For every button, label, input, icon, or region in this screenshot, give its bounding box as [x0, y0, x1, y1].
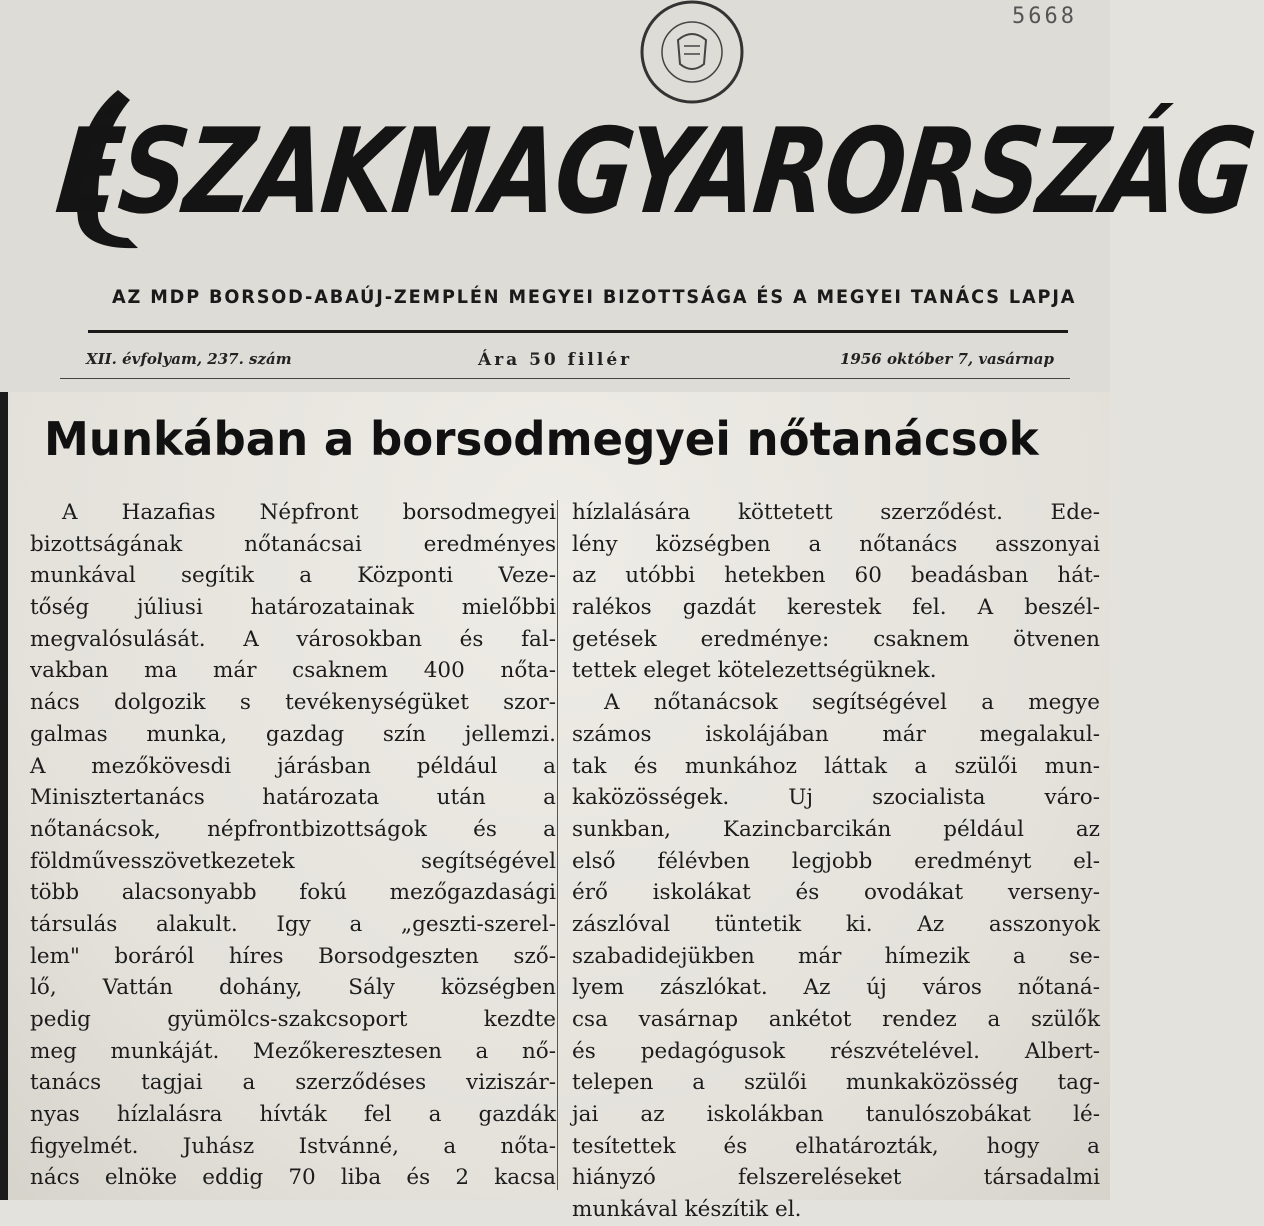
- article-line: tesítettek és elhatározták, hogy a: [572, 1133, 1100, 1159]
- article-line: A Hazafias Népfront borsodmegyei: [62, 500, 556, 525]
- masthead-bottom-rule: [60, 378, 1070, 379]
- article-line: megvalósulását. A városokban és fal-: [30, 626, 556, 652]
- article-line: lyem zászlókat. Az új város nőtaná-: [572, 975, 1100, 1001]
- article-line: meg munkáját. Mezőkeresztesen a nő-: [30, 1038, 556, 1064]
- article-line: nács elnöke eddig 70 liba és 2 kacsa: [30, 1165, 556, 1191]
- article-line: A mezőkövesdi járásban például a: [30, 753, 556, 779]
- article-line: és pedagógusok részvételével. Albert-: [572, 1038, 1100, 1064]
- article-line: lény községben a nőtanács asszonyai: [572, 531, 1100, 557]
- article-line: hiányzó felszereléseket társadalmi: [572, 1165, 1100, 1191]
- newspaper-subtitle: AZ MDP BORSOD-ABAÚJ-ZEMPLÉN MEGYEI BIZOTTSÁGA ÉS A MEGYEI TANÁCS LAPJA: [112, 286, 1077, 308]
- article-line: figyelmét. Juhász Istvánné, a nőta-: [30, 1133, 556, 1159]
- library-stamp-icon: [626, 0, 758, 118]
- article-line: tanács tagjai a szerződéses viziszár-: [30, 1070, 556, 1096]
- article-headline: Munkában a borsodmegyei nőtanácsok: [44, 412, 1039, 466]
- article-line: érő iskolákat és ovodákat verseny-: [572, 880, 1100, 906]
- article-line: nyas hízlalásra hívták fel a gazdák: [30, 1102, 556, 1128]
- issue-number: XII. évfolyam, 237. szám: [86, 350, 292, 368]
- article-line: ralékos gazdát kerestek fel. A beszél-: [572, 595, 1100, 621]
- article-line: tak és munkához láttak a szülői mun-: [572, 753, 1100, 779]
- article-line: földművesszövetkezetek segítségével: [30, 848, 556, 874]
- archive-serial-number: 5668: [1012, 4, 1077, 29]
- issue-price: Ára 50 fillér: [478, 350, 633, 370]
- article-line: nőtanácsok, népfrontbizottságok és a: [30, 816, 556, 842]
- article-line: kaközösségek. Uj szocialista váro-: [572, 785, 1100, 811]
- article-line: munkával készítik el.: [572, 1197, 802, 1223]
- article-line: lem" boráról híres Borsodgeszten sző-: [30, 943, 556, 969]
- article-line: jai az iskolákban tanulószobákat lé-: [572, 1102, 1100, 1128]
- article-line: munkával segítik a Központi Veze-: [30, 563, 556, 589]
- newspaper-title: ÉSZAKMAGYARORSZÁG: [50, 104, 1260, 241]
- article-line: tettek eleget kötelezettségüknek.: [572, 658, 937, 684]
- column-divider: [557, 500, 558, 1190]
- article-column-right: [572, 497, 1100, 1226]
- article-line: számos iskolájában már megalakul-: [572, 721, 1100, 747]
- article-line: bizottságának nőtanácsai eredményes: [30, 531, 556, 557]
- issue-date: 1956 október 7, vasárnap: [840, 350, 1054, 368]
- article-line: hízlalására köttetett szerződést. Ede-: [572, 500, 1100, 525]
- article-line: szabadidejükben már hímezik a se-: [572, 943, 1100, 969]
- article-line: első félévben legjobb eredményt el-: [572, 848, 1100, 874]
- scan-edge: [0, 392, 8, 1200]
- article-line: telepen a szülői munkaközösség tag-: [572, 1070, 1100, 1096]
- article-line: sunkban, Kazincbarcikán például az: [572, 816, 1100, 842]
- article-line: csa vasárnap ankétot rendez a szülők: [572, 1007, 1100, 1032]
- article-line: A nőtanácsok segítségével a megye: [604, 690, 1100, 716]
- article-line: pedig gyümölcs-szakcsoport kezdte: [30, 1007, 556, 1032]
- article-line: vakban ma már csaknem 400 nőta-: [30, 658, 556, 684]
- article-line: getések eredménye: csaknem ötvenen: [572, 626, 1100, 652]
- article-line: az utóbbi hetekben 60 beadásban hát-: [572, 563, 1100, 589]
- masthead: [0, 0, 1260, 392]
- article-line: több alacsonyabb fokú mezőgazdasági: [30, 880, 556, 906]
- article-line: Minisztertanács határozata után a: [30, 785, 556, 811]
- masthead-rule: [88, 330, 1068, 333]
- article-column-left: [30, 497, 556, 1194]
- article-line: zászlóval tüntetik ki. Az asszonyok: [572, 911, 1100, 937]
- article-line: társulás alakult. Igy a „geszti-szerel-: [30, 911, 556, 937]
- article-line: tőség júliusi határozatainak mielőbbi: [30, 595, 556, 621]
- article-line: galmas munka, gazdag szín jellemzi.: [30, 721, 556, 747]
- article-line: nács dolgozik s tevékenységüket szor-: [30, 690, 556, 716]
- article-line: lő, Vattán dohány, Sály községben: [30, 975, 556, 1001]
